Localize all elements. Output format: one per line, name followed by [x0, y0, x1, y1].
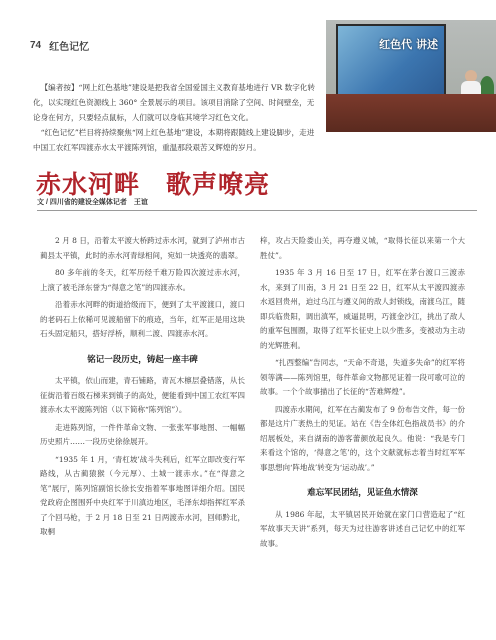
paragraph: “1935 年 1 月，‘青杠坡’战斗失利后，红军立即改变行军路线，从古蔺猿猴（今元厚）、土城一渡赤水。”在“得意之笔”展厅，陈列馆副馆长徐长安指着军事地图详细介绍。国民党政府企图围歼中央红军于川滇边地区，毛泽东却指挥红军杀了个回马枪，于 2 月 18 日至 21 日两渡赤水河，回师黔北，取桐: [40, 454, 245, 536]
museum-photo: [326, 20, 496, 132]
paragraph: 四渡赤水期间，红军在古蔺发布了 9 份布告文件，每一份都是这片广袤热土的见证。站在《告全体红色指战员书》的介绍展板处，来自湖南的游客蕾颜放起良久。他说：“我是专门来看这个馆的，‘得意之笔’的，这个文献就标志着当时红军军事思想向‘阵地战’转变为‘运动战’。”: [260, 404, 465, 472]
section-heading: 铭记一段历史，铸起一座丰碑: [87, 353, 198, 364]
paragraph: 从 1986 年起，太平镇居民开始就在家门口营造起了“红军故事天天讲”系列，每天为过往游客讲述自己记忆中的红军故事。: [260, 509, 465, 548]
paragraph: 2 月 8 日，沿着太平渡大桥跨过赤水河，就到了泸州市古蔺县太平镇，此时的赤水河青绿相间，宛如一块透亮的翡翠。: [40, 236, 245, 260]
page-number: 74: [30, 40, 42, 51]
page-header: [30, 38, 89, 53]
article-title: 赤水河畔 歌声嘹亮: [36, 170, 271, 199]
paragraph: 走进陈列馆，一件件革命文物、一张张军事地图、一幅幅历史照片……一段历史徐徐展开。: [40, 422, 245, 446]
article-byline: 文 / 四川省的建设全媒体记者 王谊: [37, 199, 148, 206]
right-column: [260, 234, 465, 551]
editor-note-paragraph: 【编者按】“网上红色基地”建设是把我省全国爱国主义教育基地进行 VR 数字化转化，以实现红色资源线上 360° 全景展示的项目。该项目消除了空间、时间壁垒，无论身在何方，只要轻点鼠标，人们就可以身临其境学习红色文化。: [33, 83, 315, 122]
paragraph: 1935 年 3 月 16 日至 17 日，红军在茅台渡口三渡赤水，来到了川南，3 月 21 日至 22 日，红军从太平渡四渡赤水返回贵州，迫过乌江与遵义间的敌人封锁线，南渡乌江，随即兵临贵阳，调出滇军，威逼昆明，巧渡金沙江，挑出了敌人的重军包围圈，取得了红军长征史上以少胜多，变被动为主动的光辉胜利。: [260, 268, 465, 350]
desk: [326, 94, 496, 132]
section-heading: 难忘军民团结，见证鱼水情深: [307, 487, 418, 497]
paragraph: 梓，攻占天险娄山关，再夺遵义城，“取得长征以来第一个大胜仗”。: [260, 236, 465, 260]
screen-text: 红色代 讲述: [379, 38, 438, 51]
left-column: [40, 234, 245, 540]
paragraph: 80 多年前的冬天，红军历经千难万险四次渡过赤水河，上演了被毛泽东誉为“得意之笔”的四渡赤水。: [40, 268, 245, 292]
divider: [37, 210, 477, 211]
editor-note-paragraph: “红色记忆”栏目将持续聚焦“网上红色基地”建设，本期将跟随线上建设脚步，走进中国工农红军四渡赤水太平渡陈列馆，重温那段艰苦又辉煌的岁月。: [33, 128, 315, 152]
paragraph: “扎西整编”告同志，“天命不奇退，失道多失命”的红军将领等满——陈列馆里，每件革命文物都见证着一段可歌可泣的故事。一个个故事描出了长征的“苦难辉煌”。: [260, 358, 465, 396]
paragraph: 沿着赤水河畔的街道拾级而下，便到了太平渡渡口，渡口的老码石上依稀可见渡船留下的痕迹，当年，红军正是用这块石头固定船只，搭好浮桥，顺利二渡、四渡赤水河。: [40, 300, 245, 338]
editor-note: [33, 80, 317, 155]
paragraph: 太平镇，依山而建，青石铺路，青瓦木檩层叠错落，从长征街沿着百级石梯来到镇子的高处，便能看到中国工农红军四渡赤水太平渡陈列馆（以下简称“陈列馆”）。: [40, 376, 245, 414]
projection-screen: [336, 24, 446, 96]
section-name: 红色记忆: [49, 42, 90, 53]
